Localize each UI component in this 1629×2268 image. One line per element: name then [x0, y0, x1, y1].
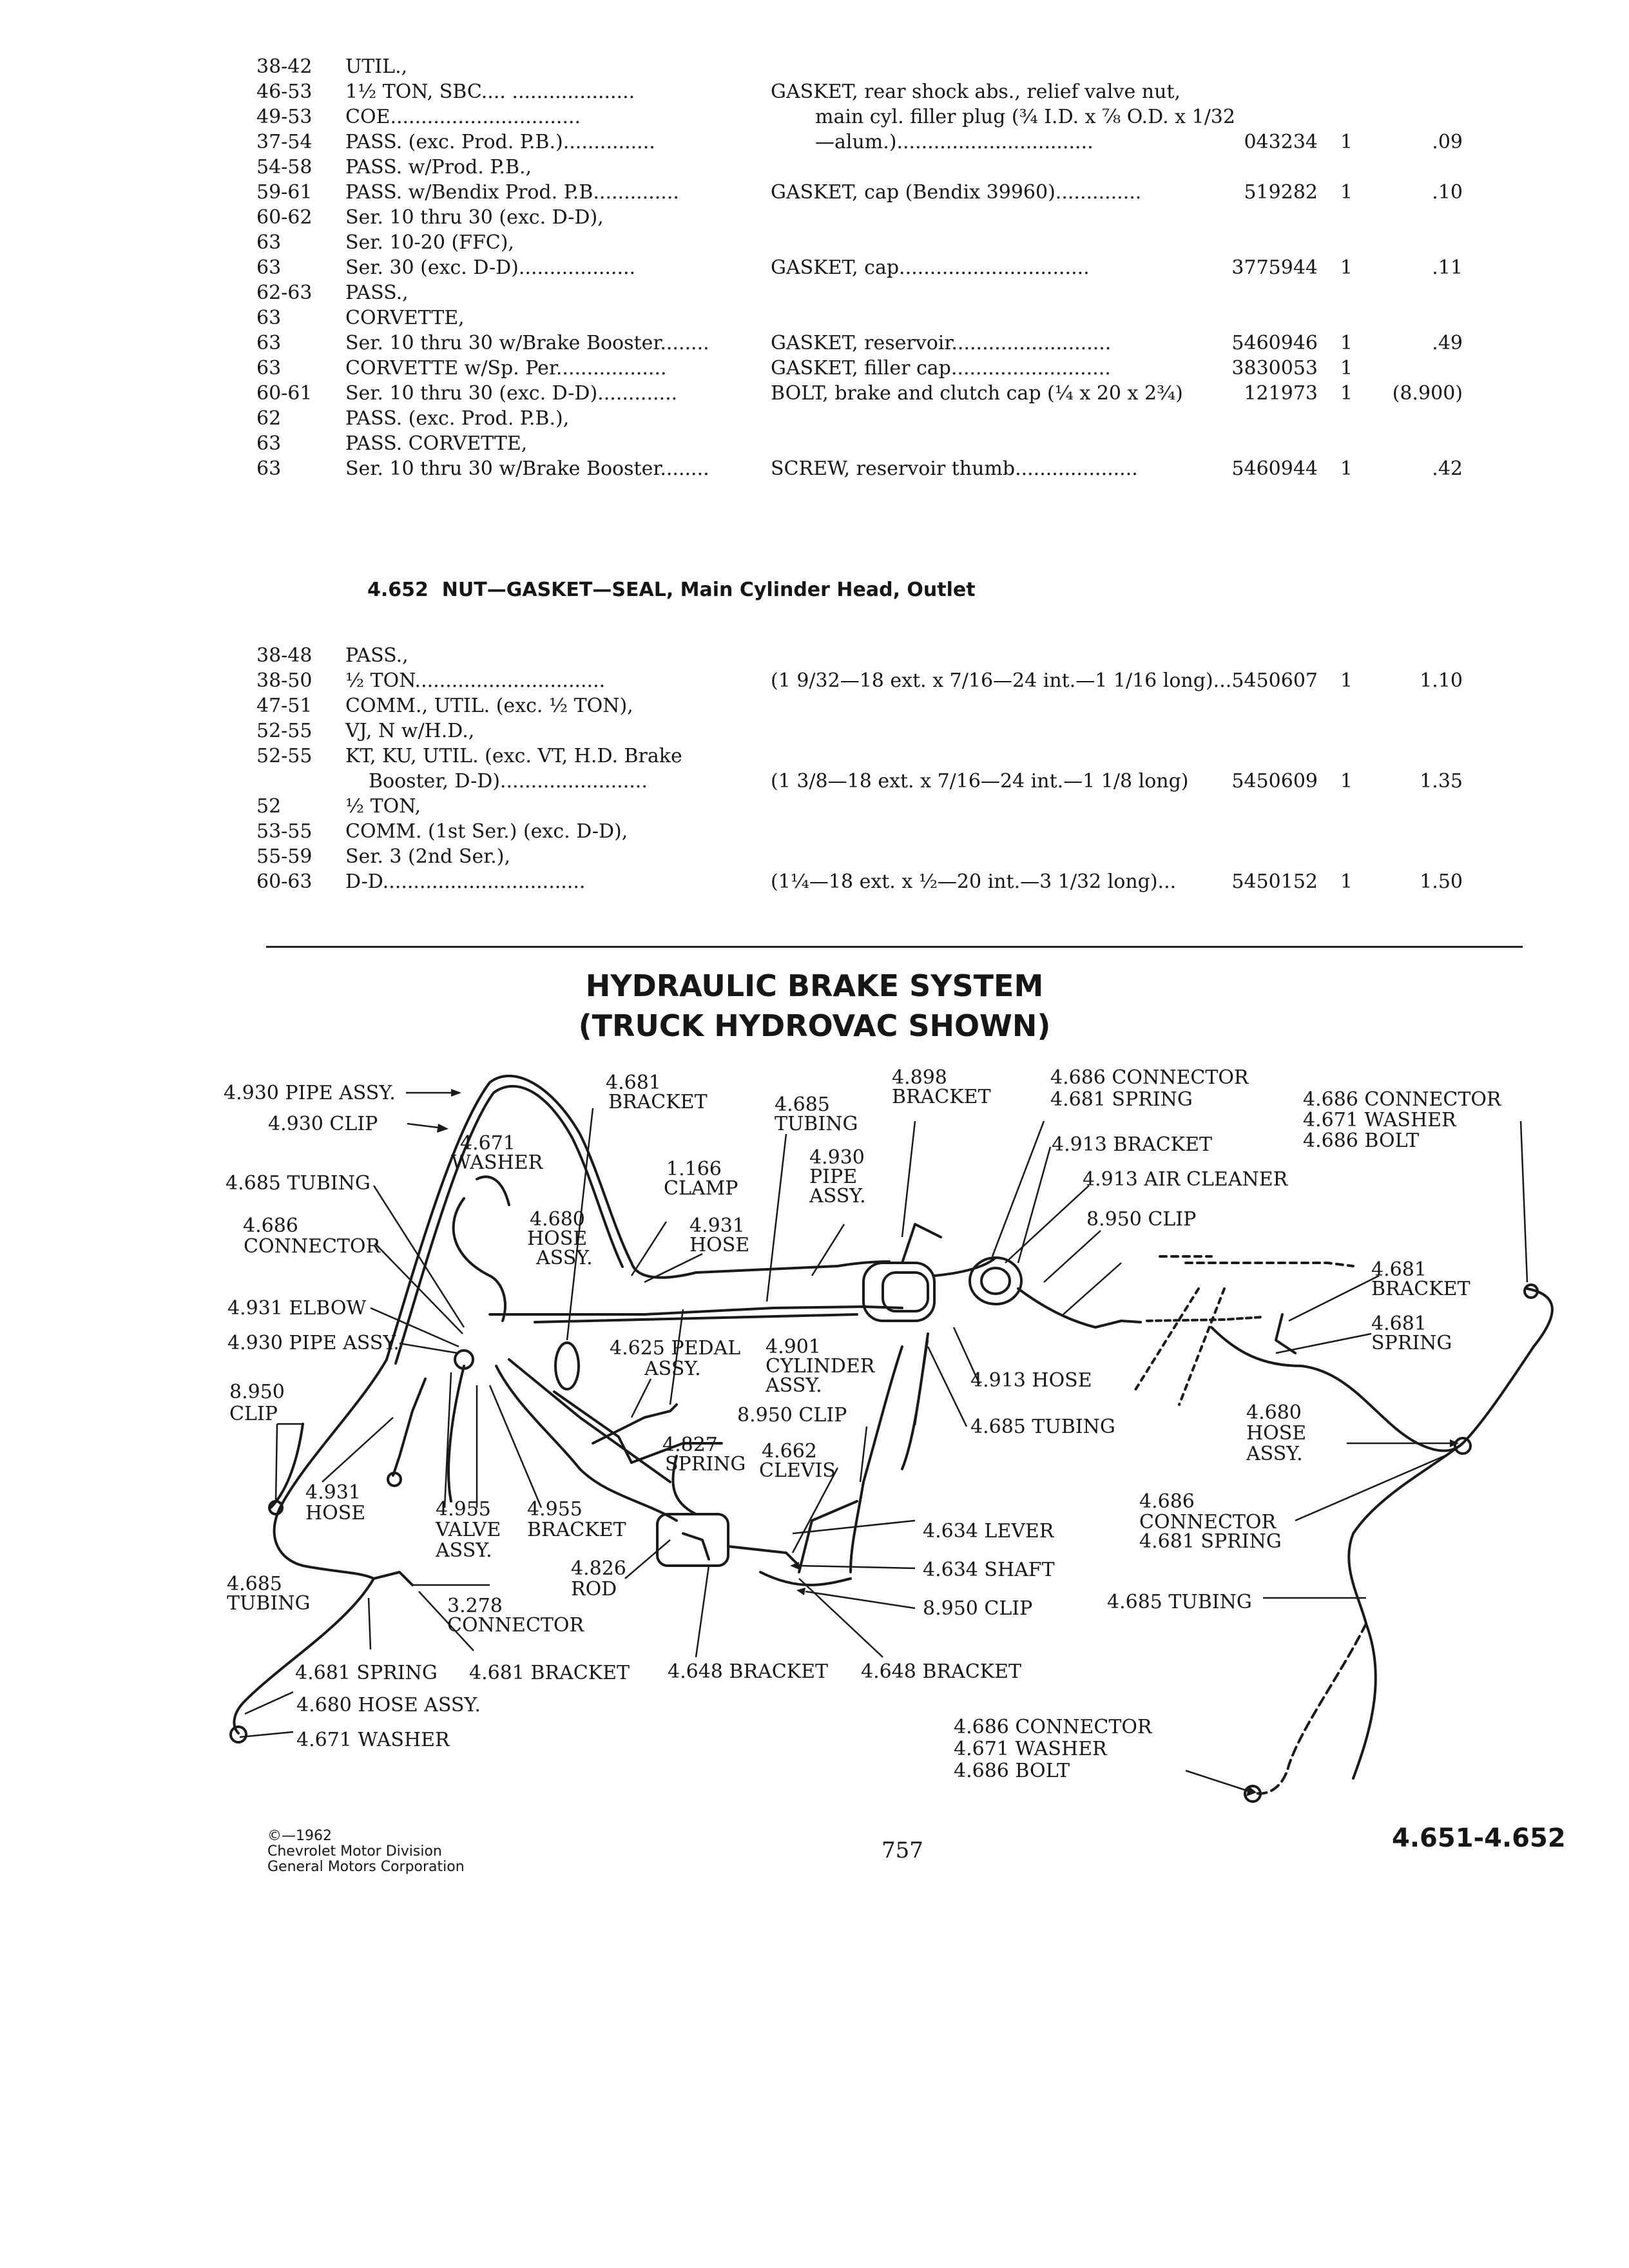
year-range: 63: [256, 231, 282, 254]
model-desc: PASS.,: [345, 644, 409, 667]
price: .42: [1432, 457, 1463, 480]
label-connector-686-right: 4.686 CONNECTOR: [1303, 1088, 1501, 1111]
quantity: 1: [1340, 770, 1353, 793]
year-range: 52-55: [256, 745, 313, 767]
model-desc: COMM., UTIL. (exc. ½ TON),: [345, 695, 633, 717]
part-number: 5460944: [1231, 457, 1318, 480]
label-clip-950-lower: 8.950 CLIP: [923, 1597, 1033, 1620]
footer-division: Chevrolet Motor Division: [267, 1843, 442, 1860]
label-pedal-assy-num: 4.625 PEDAL: [610, 1337, 741, 1360]
label-cylinder: CYLINDER: [766, 1355, 875, 1378]
label-hose-assy-num: 4.680: [530, 1208, 585, 1231]
label-clip-950-left: CLIP: [229, 1403, 278, 1425]
part-desc: (1 3/8—18 ext. x 7/16—24 int.—1 1/8 long): [771, 770, 1189, 793]
price: (8.900): [1392, 382, 1463, 405]
year-range: 63: [256, 307, 282, 329]
part-desc: main cyl. filler plug (¾ I.D. x ⅞ O.D. x 1/32: [815, 106, 1235, 128]
label-connector-686-bottom: 4.686 CONNECTOR: [954, 1716, 1152, 1738]
label-pipe-930-2: ASSY.: [809, 1185, 866, 1207]
label-pipe-assy-mid: 4.930 PIPE ASSY.: [227, 1332, 400, 1354]
diagram-title-line2: (TRUCK HYDROVAC SHOWN): [578, 1008, 1051, 1043]
label-bracket-num: 4.681: [606, 1072, 661, 1094]
label-hose-931-left: HOSE: [305, 1502, 366, 1524]
footer-corp: General Motors Corporation: [267, 1859, 465, 1875]
model-desc: COMM. (1st Ser.) (exc. D-D),: [345, 820, 628, 843]
year-range: 63: [256, 357, 282, 380]
quantity: 1: [1340, 181, 1353, 204]
model-desc: COE...............................: [345, 106, 581, 128]
year-range: 60-63: [256, 870, 313, 893]
label-connector-686-lower-num: 4.686: [1139, 1490, 1195, 1513]
part-number: 5450607: [1231, 669, 1318, 692]
label-cylinder-2: ASSY.: [766, 1374, 822, 1397]
model-desc: 1½ TON, SBC.... ....................: [345, 81, 635, 103]
quantity: 1: [1340, 382, 1353, 405]
label-bracket-898: BRACKET: [892, 1086, 991, 1108]
part-desc: GASKET, filler cap..........................: [771, 357, 1111, 380]
model-desc: ½ TON,: [345, 795, 421, 818]
price: .11: [1432, 256, 1463, 279]
part-number: 3830053: [1231, 357, 1318, 380]
part-desc: GASKET, cap...............................: [771, 256, 1090, 279]
label-washer: WASHER: [451, 1151, 543, 1174]
year-range: 60-61: [256, 382, 313, 405]
label-hose-680-right-num: 4.680: [1246, 1401, 1302, 1424]
model-desc: UTIL.,: [345, 55, 408, 78]
label-hose-680-bottom: 4.680 HOSE ASSY.: [296, 1694, 481, 1716]
label-clip-950-left-num: 8.950: [229, 1381, 285, 1403]
model-desc: ½ TON...............................: [345, 669, 606, 692]
label-hose-assy: HOSE: [527, 1227, 588, 1250]
label-spring-681-top: 4.681 SPRING: [1050, 1088, 1193, 1111]
label-clamp: CLAMP: [664, 1177, 738, 1200]
label-spring-681-right-num: 4.681: [1371, 1312, 1427, 1335]
model-desc: CORVETTE w/Sp. Per..................: [345, 357, 667, 380]
year-range: 62-63: [256, 282, 313, 304]
label-pedal-assy: ASSY.: [644, 1358, 701, 1380]
year-range: 38-48: [256, 644, 313, 667]
model-desc: Ser. 3 (2nd Ser.),: [345, 845, 511, 868]
page-number: 757: [882, 1838, 923, 1863]
label-spring-681-right: SPRING: [1371, 1332, 1452, 1354]
label-bracket: BRACKET: [608, 1091, 708, 1113]
price: 1.10: [1420, 669, 1463, 692]
year-range: 52-55: [256, 720, 313, 742]
label-hose-931-num: 4.931: [689, 1215, 745, 1237]
year-range: 52: [256, 795, 282, 818]
label-tubing-685: TUBING: [775, 1113, 858, 1135]
footer-credits: [267, 1829, 465, 1875]
label-bracket-648-a: 4.648 BRACKET: [668, 1660, 828, 1683]
year-range: 47-51: [256, 695, 313, 717]
part-desc: GASKET, rear shock abs., relief valve nut,: [771, 81, 1181, 103]
label-valve-num: 4.955: [436, 1498, 491, 1521]
label-connector-278-num: 3.278: [447, 1595, 503, 1617]
label-clip-top: 4.930 CLIP: [268, 1113, 378, 1135]
model-desc: Ser. 10 thru 30 w/Brake Booster........: [345, 457, 709, 480]
label-washer-671-right: 4.671 WASHER: [1303, 1109, 1456, 1131]
year-range: 60-62: [256, 206, 313, 229]
label-bolt-686-bottom: 4.686 BOLT: [954, 1760, 1070, 1782]
label-shaft: 4.634 SHAFT: [923, 1559, 1055, 1581]
year-range: 63: [256, 256, 282, 279]
quantity: 1: [1340, 457, 1353, 480]
year-range: 53-55: [256, 820, 313, 843]
model-desc: CORVETTE,: [345, 307, 465, 329]
label-bracket-648-b: 4.648 BRACKET: [861, 1660, 1021, 1683]
model-desc: Ser. 30 (exc. D-D)...................: [345, 256, 636, 279]
label-spring-681-lower: 4.681 SPRING: [1139, 1530, 1282, 1553]
price: 1.50: [1420, 870, 1463, 893]
model-desc: PASS. w/Bendix Prod. P.B..............: [345, 181, 679, 204]
label-pipe-assy-top: 4.930 PIPE ASSY.: [224, 1082, 396, 1104]
year-range: 55-59: [256, 845, 313, 868]
label-spring-681-bottom: 4.681 SPRING: [295, 1662, 438, 1684]
label-hose-680-right-2: ASSY.: [1246, 1443, 1303, 1465]
quantity: 1: [1340, 131, 1353, 153]
part-desc: —alum.)................................: [815, 131, 1094, 153]
model-desc: Booster, D-D)........................: [369, 770, 648, 793]
section-title: NUT—GASKET—SEAL, Main Cylinder Head, Outlet: [441, 579, 976, 601]
label-clevis-num: 4.662: [762, 1440, 817, 1463]
year-range: 62: [256, 407, 282, 430]
part-number: 121973: [1244, 382, 1318, 405]
section-number: 4.652: [367, 579, 429, 601]
label-lever: 4.634 LEVER: [923, 1520, 1054, 1542]
label-pipe-930-num: 4.930: [809, 1146, 865, 1169]
part-desc: GASKET, reservoir..........................: [771, 332, 1112, 354]
label-hose-931: HOSE: [689, 1234, 750, 1256]
label-tubing-685-num: 4.685: [775, 1093, 830, 1116]
label-cylinder-num: 4.901: [766, 1336, 821, 1358]
year-range: 63: [256, 332, 282, 354]
year-range: 54-58: [256, 156, 313, 178]
label-air-cleaner: 4.913 AIR CLEANER: [1083, 1168, 1288, 1191]
quantity: 1: [1340, 669, 1353, 692]
label-clevis: CLEVIS: [759, 1459, 836, 1482]
model-desc: PASS. (exc. Prod. P.B.),: [345, 407, 570, 430]
part-desc: (1¼—18 ext. x ½—20 int.—3 1/32 long)...: [771, 870, 1177, 893]
quantity: 1: [1340, 870, 1353, 893]
year-range: 59-61: [256, 181, 313, 204]
model-desc: PASS.,: [345, 282, 409, 304]
quantity: 1: [1340, 332, 1353, 354]
label-connector-686-lower: CONNECTOR: [1139, 1511, 1277, 1533]
label-washer-671-bottom-right: 4.671 WASHER: [954, 1738, 1107, 1760]
label-washer-num: 4.671: [460, 1132, 516, 1155]
model-desc: PASS. w/Prod. P.B.,: [345, 156, 532, 178]
footer-copyright: ©—1962: [267, 1828, 332, 1844]
part-number: 5460946: [1231, 332, 1318, 354]
label-hose-913: 4.913 HOSE: [970, 1369, 1092, 1392]
label-hose-assy-2: ASSY.: [536, 1247, 593, 1269]
model-desc: PASS. CORVETTE,: [345, 432, 528, 455]
label-clip-950-mid: 8.950 CLIP: [737, 1404, 847, 1427]
label-valve: VALVE: [436, 1519, 501, 1541]
label-connector-num: 4.686: [243, 1215, 298, 1237]
year-range: 38-42: [256, 55, 313, 78]
label-tubing-685-left: TUBING: [227, 1592, 311, 1615]
part-desc: GASKET, cap (Bendix 39960)..............: [771, 181, 1142, 204]
year-range: 37-54: [256, 131, 313, 153]
part-number: 3775944: [1231, 256, 1318, 279]
part-number: 5450609: [1231, 770, 1318, 793]
year-range: 49-53: [256, 106, 313, 128]
model-desc: D-D.................................: [345, 870, 586, 893]
label-valve-2: ASSY.: [436, 1539, 492, 1562]
label-bracket-898-num: 4.898: [892, 1066, 947, 1089]
label-rod-num: 4.826: [571, 1557, 626, 1580]
label-bracket-955: BRACKET: [527, 1519, 626, 1541]
label-tubing-685-mid: 4.685 TUBING: [970, 1416, 1115, 1438]
price: .10: [1432, 181, 1463, 204]
label-clip-950-top: 8.950 CLIP: [1086, 1208, 1197, 1231]
diagram-title-line1: HYDRAULIC BRAKE SYSTEM: [585, 968, 1044, 1003]
price: .49: [1432, 332, 1463, 354]
model-desc: VJ, N w/H.D.,: [345, 720, 475, 742]
part-number: 043234: [1244, 131, 1318, 153]
label-tubing-left: 4.685 TUBING: [226, 1172, 371, 1195]
model-desc: PASS. (exc. Prod. P.B.)...............: [345, 131, 655, 153]
price: 1.35: [1420, 770, 1463, 793]
quantity: 1: [1340, 357, 1353, 380]
label-connector-278: CONNECTOR: [447, 1614, 584, 1637]
quantity: 1: [1340, 256, 1353, 279]
model-desc: Ser. 10-20 (FFC),: [345, 231, 514, 254]
label-bracket-681-right: BRACKET: [1371, 1278, 1470, 1300]
part-number: 5450152: [1231, 870, 1318, 893]
year-range: 63: [256, 432, 282, 455]
model-desc: Ser. 10 thru 30 w/Brake Booster........: [345, 332, 709, 354]
year-range: 46-53: [256, 81, 313, 103]
label-bolt-686-right: 4.686 BOLT: [1303, 1129, 1420, 1152]
label-clamp-num: 1.166: [666, 1158, 722, 1180]
year-range: 63: [256, 457, 282, 480]
price: .09: [1432, 131, 1463, 153]
label-hose-931-left-num: 4.931: [305, 1481, 361, 1504]
part-number: 519282: [1244, 181, 1318, 204]
label-tubing-685-left-num: 4.685: [227, 1573, 282, 1595]
model-desc: Ser. 10 thru 30 (exc. D-D),: [345, 206, 604, 229]
label-bracket-681-right-num: 4.681: [1371, 1258, 1427, 1281]
label-elbow: 4.931 ELBOW: [227, 1297, 367, 1320]
part-desc: BOLT, brake and clutch cap (¼ x 20 x 2¾): [771, 382, 1183, 405]
label-spring-827-num: 4.827: [662, 1434, 718, 1456]
part-desc: SCREW, reservoir thumb....................: [771, 457, 1138, 480]
label-bracket-955-num: 4.955: [527, 1498, 583, 1521]
year-range: 38-50: [256, 669, 313, 692]
part-desc: (1 9/32—18 ext. x 7/16—24 int.—1 1/16 long)...: [771, 669, 1232, 692]
label-washer-671-bottom: 4.671 WASHER: [296, 1729, 450, 1751]
label-connector-686-top: 4.686 CONNECTOR: [1050, 1066, 1249, 1089]
label-bracket-681-bottom: 4.681 BRACKET: [469, 1662, 630, 1684]
section-range: 4.651-4.652: [1392, 1823, 1566, 1853]
label-bracket-913: 4.913 BRACKET: [1052, 1133, 1212, 1156]
label-tubing-685-right: 4.685 TUBING: [1107, 1591, 1252, 1613]
label-hose-680-right: HOSE: [1246, 1422, 1307, 1445]
label-rod: ROD: [571, 1578, 617, 1600]
model-desc: KT, KU, UTIL. (exc. VT, H.D. Brake: [345, 745, 682, 767]
label-spring-827: SPRING: [665, 1453, 746, 1475]
label-connector: CONNECTOR: [244, 1235, 381, 1258]
label-pipe-930: PIPE: [809, 1166, 858, 1188]
model-desc: Ser. 10 thru 30 (exc. D-D).............: [345, 382, 678, 405]
